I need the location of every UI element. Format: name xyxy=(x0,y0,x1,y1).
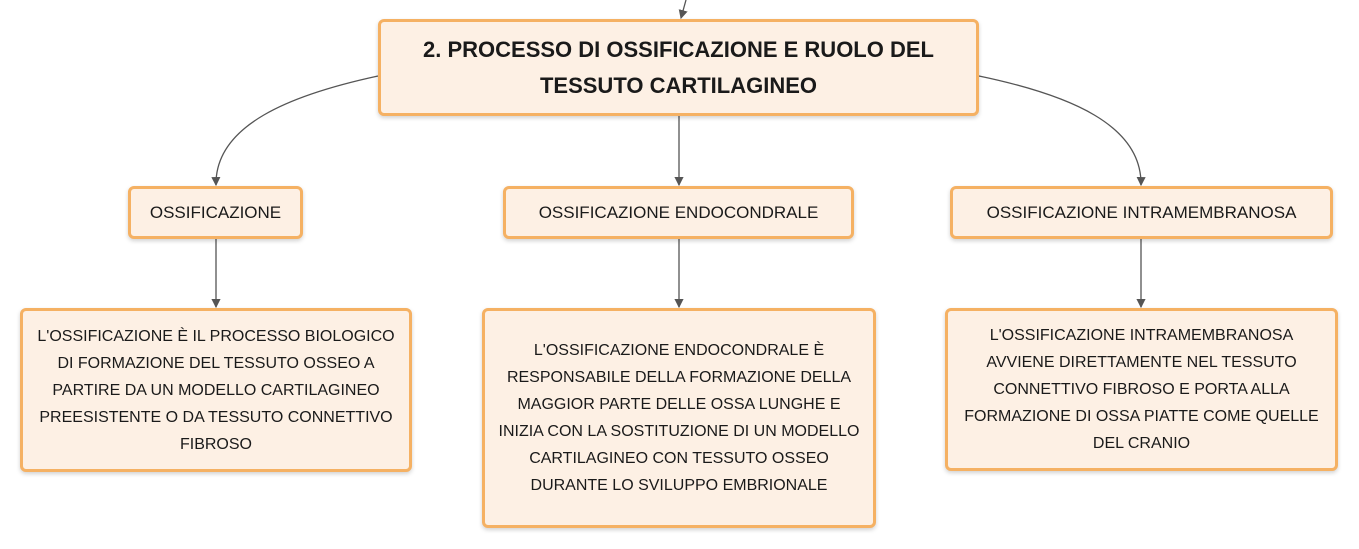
detail-text: L'OSSIFICAZIONE INTRAMEMBRANOSA AVVIENE DIRETTAMENTE NEL TESSUTO CONNETTIVO FIBROSO E PORTA ALLA FORMAZIONE DI OSSA PIATTE COME QUELLE DEL CRANIO xyxy=(964,327,1319,452)
connector-root-to-intramembranosa xyxy=(979,76,1141,185)
branch-node-ossificazione[interactable] xyxy=(128,186,303,239)
detail-text: L'OSSIFICAZIONE ENDOCONDRALE È RESPONSABILE DELLA FORMAZIONE DELLA MAGGIOR PARTE DELLE OSSA LUNGHE E INIZIA CON LA SOSTITUZIONE DI UN MODELLO CARTILAGINEO CON TESSUTO OSSEO DURANTE LO SVILUPPO EMBRIONALE xyxy=(498,342,860,494)
branch-node-ossificazione-endocondrale[interactable] xyxy=(503,186,854,239)
branch-label: OSSIFICAZIONE ENDOCONDRALE xyxy=(538,202,819,222)
connector-root-to-ossificazione xyxy=(216,76,378,185)
detail-node-ossificazione-intramembranosa[interactable] xyxy=(945,308,1338,471)
detail-node-ossificazione-endocondrale[interactable] xyxy=(482,308,876,528)
branch-node-ossificazione-intramembranosa[interactable] xyxy=(950,186,1333,239)
root-topic-label: 2. PROCESSO DI OSSIFICAZIONE E RUOLO DEL TESSUTO CARTILAGINEO xyxy=(423,36,934,98)
branch-label: OSSIFICAZIONE xyxy=(149,202,282,222)
detail-node-ossificazione[interactable] xyxy=(20,308,412,472)
parent-connector xyxy=(681,0,686,18)
root-topic-node[interactable] xyxy=(378,19,979,116)
branch-label: OSSIFICAZIONE INTRAMEMBRANOSA xyxy=(986,202,1297,222)
detail-text: L'OSSIFICAZIONE È IL PROCESSO BIOLOGICO DI FORMAZIONE DEL TESSUTO OSSEO A PARTIRE DA UN MODELLO CARTILAGINEO PREESISTENTE O DA TESSUTO CONNETTIVO FIBROSO xyxy=(37,327,395,453)
